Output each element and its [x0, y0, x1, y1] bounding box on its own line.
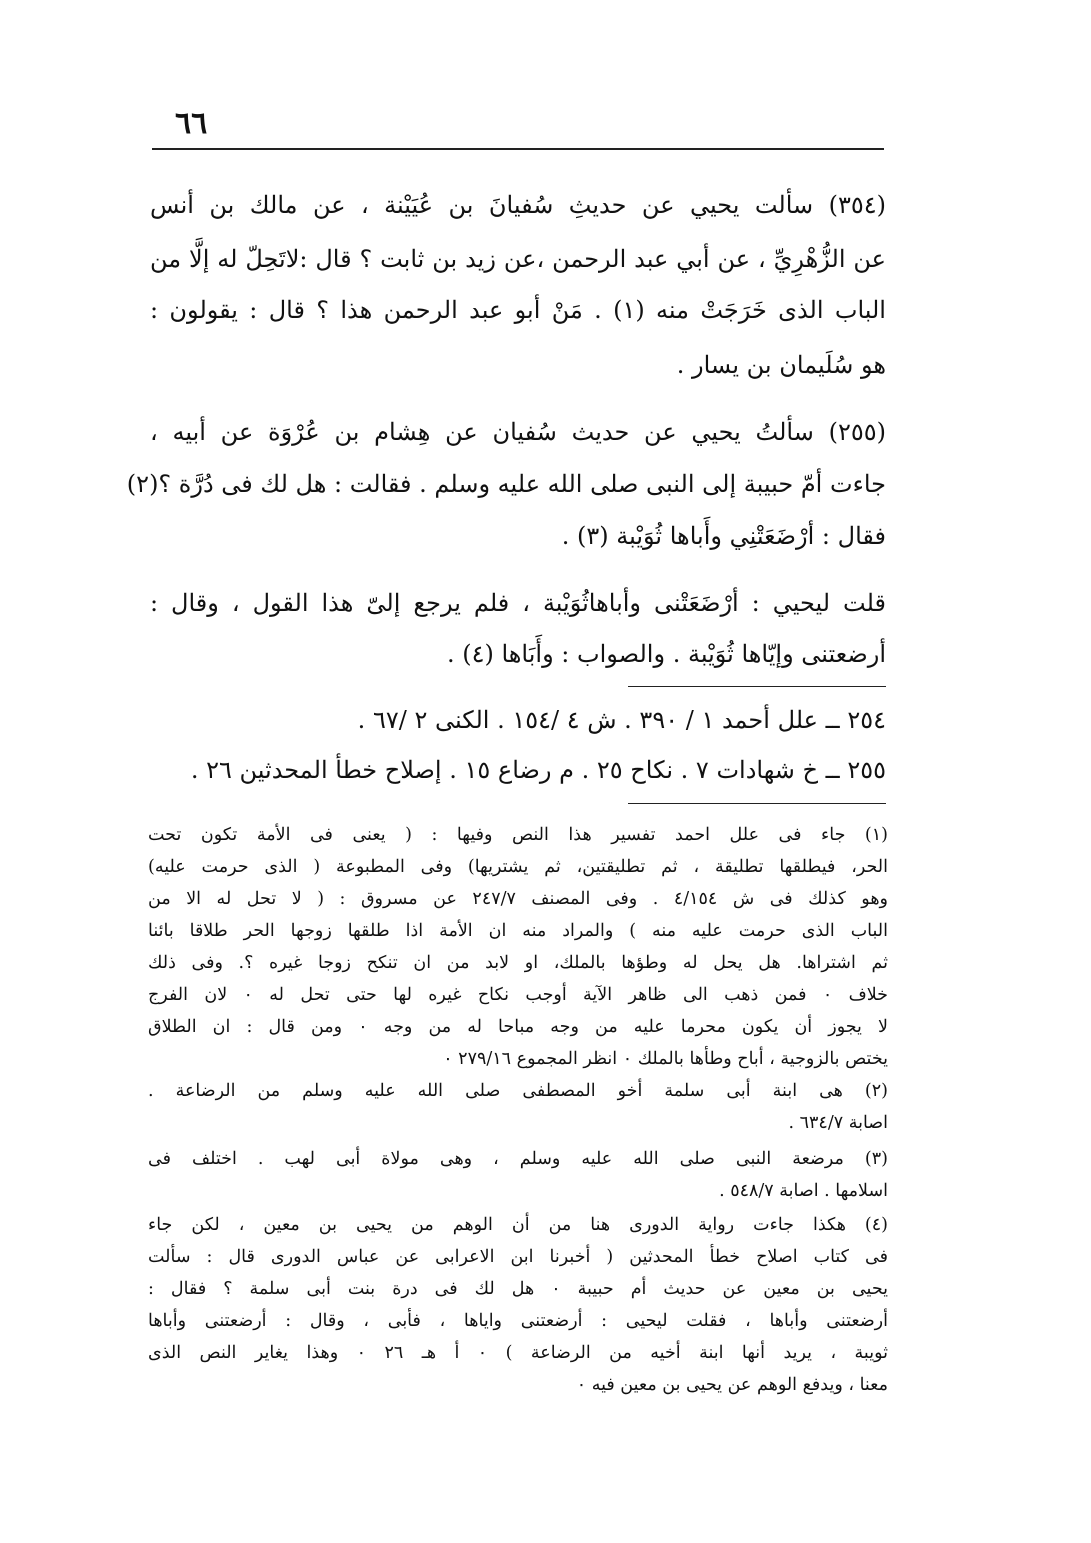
footnote-line: الحر، فيطلقها تطليقة ، ثم تطليقتين، ثم يشتريها) وفى المطبوعة ( الذى حرمت عليه) — [148, 857, 888, 877]
source-line-254: ٢٥٤ ــ علل أحمد ١ / ٣٩٠ . ش ٤ /١٥٤ . الكنى ٢ /٦٧ . — [357, 706, 886, 734]
footnote-line: فى كتاب اصلاح خطأ المحدثين ( أخبرنا ابن الاعرابى عن عباس الدورى قال : سألت — [148, 1247, 888, 1267]
text-line: قلت ليحيي : أرْضَعَتْنى وأباهاثُوَيْبة ، فلم يرجع إلىّ هذا القول ، وقال : — [150, 589, 886, 617]
source-line-255: ٢٥٥ ــ خ شهادات ٧ . نكاح ٢٥ . م رضاع ١٥ . إصلاح خطأ المحدثين ٢٦ . — [190, 756, 886, 784]
footnote-line: يحيى بن معين عن حديث أم حبيبة ٠ هل لك فى درة بنت أبى سلمة ؟ فقال : — [148, 1279, 888, 1299]
text-line: جاءت أمّ حبيبة إلى النبى صلى الله عليه وسلم . فقالت : هل لك فى دُرَّة ؟(٢) — [126, 470, 886, 498]
page-number: ٦٦ — [175, 106, 208, 141]
text-line: أرضعتنى وإيّاها ثُوَيْبة . والصواب : وأَبَاها (٤) . — [446, 640, 886, 668]
footnote-line: اصابة ٦٣٤/٧ . — [788, 1113, 888, 1133]
text-line: الباب الذى خَرَجَتْ منه (١) . مَنْ أبو عبد الرحمن هذا ؟ قال : يقولون : — [150, 296, 886, 324]
footnote-line: معنا ، ويدفع الوهم عن يحيى بن معين فيه ٠ — [576, 1375, 888, 1395]
footnote-line: أرضعتنى وأباها ، فقلت ليحيى : أرضعتنى واياها ، فأبى ، وقال : أرضعتنى وأباها — [148, 1311, 888, 1331]
text-line: فقال : أرْضَعَتْنِي وأَباها ثُوَيْبة (٣) . — [561, 522, 886, 550]
text-line: (٢٥٥) سألتُ يحيي عن حديث سُفيان عن هِشام بن عُرْوَة عن أبيه ، — [150, 418, 886, 446]
footnote-line: خلاف ٠ فمن ذهب الى ظاهر الآية أوجب نكاح غيره لها حتى تحل له ٠ لان الفرج — [148, 985, 889, 1005]
header-rule — [152, 148, 884, 150]
footnote-line: وهو كذلك فى ش ٤/١٥٤ . وفى المصنف ٢٤٧/٧ عن مسروق : ( لا تحل له الا من — [148, 889, 889, 909]
footnote-line: الباب الذى حرمت عليه منه ) والمراد منه ان الأمة اذا طلقها زوجها الحر طلاقا بائنا — [148, 921, 888, 941]
text-line: هو سُلَيمان بن يسار . — [676, 351, 886, 379]
text-line: (٣٥٤) سألت يحيي عن حديثِ سُفيانَ بن عُيَيْنة ، عن مالك بن أنس — [150, 191, 886, 219]
text-line: عن الزُّهْرِيِّ ، عن أبي عبد الرحمن ،عن زيد بن ثابت ؟ قال :لاتَحِلّ له إلَّا من — [150, 245, 886, 273]
footnote-line: ثم اشتراها. هل يحل له وطؤها بالملك، او لابد من ان تنكح زوجا غيره ؟. وفى ذلك — [148, 953, 888, 973]
footnote-line: لا يجوز أن يكون محرما عليه من وجه مباحا له من وجه ٠ ومن قال : ان الطلاق — [148, 1017, 888, 1037]
footnote-line: (٤) هكذا جاءت رواية الدورى هنا من أن الوهم من يحيى بن معين ، لكن جاء — [148, 1215, 888, 1235]
sources-rule — [628, 686, 886, 687]
footnotes-rule — [628, 803, 886, 804]
footnote-line: ثويبة ، يريد أنها ابنة أخيه من الرضاعة ) ٠ أ هـ ٢٦ ٠ وهذا يغاير النص الذى — [148, 1343, 888, 1363]
footnote-line: (١) جاء فى علل احمد تفسير هذا النص وفيها : ( يعنى فى الأمة تكون تحت — [148, 825, 888, 845]
footnote-line: (٢) هى ابنة أبى سلمة أخو المصطفى صلى الله عليه وسلم من الرضاعة . — [148, 1081, 888, 1101]
footnote-line: يختص بالزوجية ، أباح وطأها بالملك ٠ انظر المجموع ٢٧٩/١٦ ٠ — [443, 1049, 888, 1069]
footnote-line: اسلامها . اصابة ٥٤٨/٧ . — [719, 1181, 888, 1201]
footnote-line: (٣) مرضعة النبى صلى الله عليه وسلم ، وهى مولاة أبى لهب . اختلف فى — [148, 1149, 888, 1169]
